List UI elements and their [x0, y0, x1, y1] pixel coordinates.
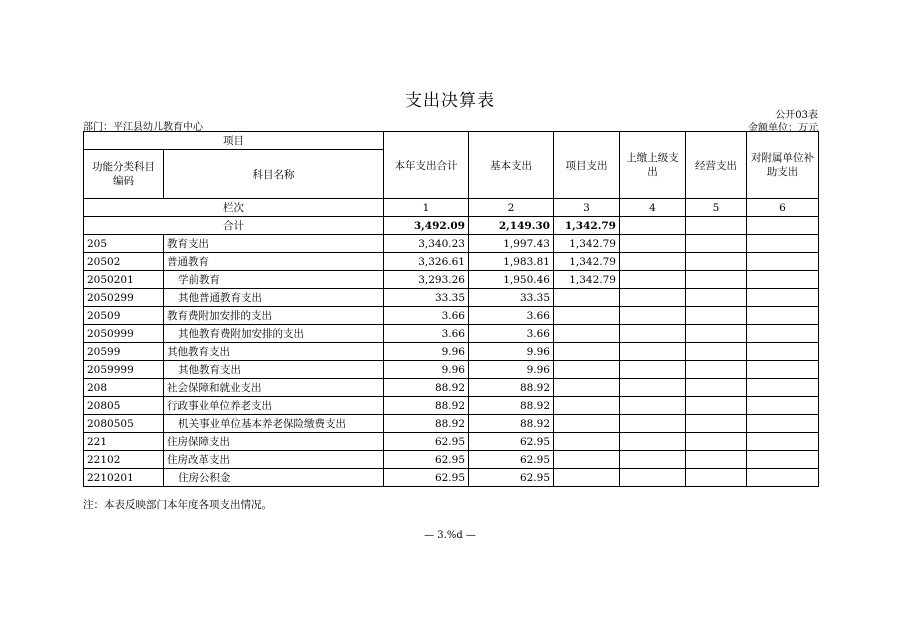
cell-code: 2059999 — [84, 361, 164, 379]
form-number: 公开03表 — [775, 110, 818, 121]
table-row — [84, 307, 819, 325]
cell-upper — [620, 307, 686, 325]
cell-subsidy — [747, 379, 819, 397]
cell-business — [686, 415, 747, 433]
column-number: 1 — [384, 199, 469, 217]
cell-project — [554, 469, 620, 487]
cell-subsidy — [747, 433, 819, 451]
cell-code: 2050201 — [84, 271, 164, 289]
header-total: 本年支出合计 — [384, 132, 469, 199]
cell-business — [686, 235, 747, 253]
header-name: 科目名称 — [164, 150, 384, 199]
cell-subsidy — [747, 253, 819, 271]
page-marker: — 3.%d — — [424, 530, 476, 541]
cell-subsidy — [747, 235, 819, 253]
cell-upper — [620, 469, 686, 487]
cell-name: 教育支出 — [164, 235, 384, 253]
header-business: 经营支出 — [686, 132, 747, 199]
cell-total: 3,293.26 — [384, 271, 469, 289]
cell-subsidy — [747, 397, 819, 415]
total-label: 合计 — [84, 217, 384, 235]
cell-total: 9.96 — [384, 343, 469, 361]
cell-project — [554, 433, 620, 451]
cell-total: 88.92 — [384, 379, 469, 397]
total-subsidy — [747, 217, 819, 235]
cell-code: 2050299 — [84, 289, 164, 307]
cell-business — [686, 271, 747, 289]
cell-code: 20599 — [84, 343, 164, 361]
cell-code: 2050999 — [84, 325, 164, 343]
cell-basic: 88.92 — [469, 415, 554, 433]
cell-subsidy — [747, 271, 819, 289]
cell-project: 1,342.79 — [554, 253, 620, 271]
cell-name: 普通教育 — [164, 253, 384, 271]
table-row — [84, 415, 819, 433]
cell-upper — [620, 235, 686, 253]
cell-total: 88.92 — [384, 397, 469, 415]
cell-subsidy — [747, 343, 819, 361]
cell-code: 221 — [84, 433, 164, 451]
cell-upper — [620, 415, 686, 433]
cell-total: 3,326.61 — [384, 253, 469, 271]
cell-business — [686, 433, 747, 451]
table-row — [84, 271, 819, 289]
cell-name: 住房改革支出 — [164, 451, 384, 469]
cell-total: 62.95 — [384, 451, 469, 469]
cell-business — [686, 253, 747, 271]
cell-subsidy — [747, 307, 819, 325]
header-upper: 上缴上级支出 — [620, 132, 686, 199]
cell-name: 其他普通教育支出 — [164, 289, 384, 307]
amount-unit-label: 金额单位：万元 — [748, 123, 818, 134]
cell-subsidy — [747, 451, 819, 469]
column-number: 3 — [554, 199, 620, 217]
total-basic: 2,149.30 — [469, 217, 554, 235]
cell-basic: 9.96 — [469, 343, 554, 361]
cell-basic: 3.66 — [469, 325, 554, 343]
cell-project — [554, 451, 620, 469]
cell-business — [686, 343, 747, 361]
cell-basic: 1,997.43 — [469, 235, 554, 253]
cell-basic: 62.95 — [469, 433, 554, 451]
cell-business — [686, 361, 747, 379]
cell-name: 住房公积金 — [164, 469, 384, 487]
header-subsidy: 对附属单位补助支出 — [747, 132, 819, 199]
cell-business — [686, 325, 747, 343]
cell-total: 62.95 — [384, 469, 469, 487]
cell-total: 33.35 — [384, 289, 469, 307]
cell-business — [686, 379, 747, 397]
cell-code: 2080505 — [84, 415, 164, 433]
table-row — [84, 289, 819, 307]
cell-project: 1,342.79 — [554, 235, 620, 253]
cell-name: 其他教育费附加安排的支出 — [164, 325, 384, 343]
cell-business — [686, 289, 747, 307]
header-basic: 基本支出 — [469, 132, 554, 199]
table-row — [84, 325, 819, 343]
table-row — [84, 235, 819, 253]
cell-name: 学前教育 — [164, 271, 384, 289]
cell-code: 2210201 — [84, 469, 164, 487]
header-item-group: 项目 — [84, 132, 384, 150]
cell-upper — [620, 451, 686, 469]
column-number: 6 — [747, 199, 819, 217]
cell-basic: 9.96 — [469, 361, 554, 379]
cell-project — [554, 289, 620, 307]
column-number-label: 栏次 — [84, 199, 384, 217]
total-sum: 3,492.09 — [384, 217, 469, 235]
cell-project — [554, 307, 620, 325]
cell-subsidy — [747, 289, 819, 307]
cell-upper — [620, 253, 686, 271]
cell-basic: 33.35 — [469, 289, 554, 307]
cell-code: 20502 — [84, 253, 164, 271]
table-row — [84, 469, 819, 487]
cell-name: 教育费附加安排的支出 — [164, 307, 384, 325]
cell-total: 9.96 — [384, 361, 469, 379]
cell-total: 62.95 — [384, 433, 469, 451]
cell-name: 其他教育支出 — [164, 343, 384, 361]
cell-business — [686, 451, 747, 469]
column-number: 5 — [686, 199, 747, 217]
column-number: 4 — [620, 199, 686, 217]
cell-total: 88.92 — [384, 415, 469, 433]
cell-upper — [620, 433, 686, 451]
cell-total: 3.66 — [384, 307, 469, 325]
cell-basic: 88.92 — [469, 397, 554, 415]
cell-subsidy — [747, 325, 819, 343]
table-row — [84, 361, 819, 379]
total-row — [84, 217, 819, 235]
cell-code: 20805 — [84, 397, 164, 415]
table-row — [84, 343, 819, 361]
cell-upper — [620, 271, 686, 289]
cell-code: 208 — [84, 379, 164, 397]
table-note: 注：本表反映部门本年度各项支出情况。 — [83, 499, 272, 511]
cell-business — [686, 307, 747, 325]
cell-name: 住房保障支出 — [164, 433, 384, 451]
table-row — [84, 397, 819, 415]
cell-total: 3,340.23 — [384, 235, 469, 253]
total-upper — [620, 217, 686, 235]
cell-code: 205 — [84, 235, 164, 253]
cell-basic: 62.95 — [469, 469, 554, 487]
cell-subsidy — [747, 415, 819, 433]
column-number: 2 — [469, 199, 554, 217]
department-label: 部门：平江县幼儿教育中心 — [83, 122, 203, 133]
cell-basic: 88.92 — [469, 379, 554, 397]
cell-upper — [620, 379, 686, 397]
cell-basic: 1,983.81 — [469, 253, 554, 271]
page-title: 支出决算表 — [405, 91, 495, 111]
cell-project — [554, 343, 620, 361]
cell-project — [554, 397, 620, 415]
cell-total: 3.66 — [384, 325, 469, 343]
cell-code: 22102 — [84, 451, 164, 469]
cell-name: 机关事业单位基本养老保险缴费支出 — [164, 415, 384, 433]
cell-basic: 1,950.46 — [469, 271, 554, 289]
expenditure-table — [83, 131, 819, 487]
header-code: 功能分类科目编码 — [84, 150, 164, 199]
cell-project — [554, 325, 620, 343]
cell-basic: 3.66 — [469, 307, 554, 325]
cell-name: 其他教育支出 — [164, 361, 384, 379]
cell-subsidy — [747, 361, 819, 379]
cell-project — [554, 379, 620, 397]
header-project: 项目支出 — [554, 132, 620, 199]
total-project: 1,342.79 — [554, 217, 620, 235]
cell-upper — [620, 289, 686, 307]
cell-name: 行政事业单位养老支出 — [164, 397, 384, 415]
cell-project — [554, 415, 620, 433]
cell-name: 社会保障和就业支出 — [164, 379, 384, 397]
cell-business — [686, 469, 747, 487]
cell-upper — [620, 343, 686, 361]
column-number-row — [84, 199, 819, 217]
table-row — [84, 451, 819, 469]
cell-upper — [620, 397, 686, 415]
cell-upper — [620, 325, 686, 343]
cell-upper — [620, 361, 686, 379]
table-row — [84, 433, 819, 451]
header-row-group — [84, 132, 819, 150]
cell-project — [554, 361, 620, 379]
cell-subsidy — [747, 469, 819, 487]
cell-project: 1,342.79 — [554, 271, 620, 289]
cell-basic: 62.95 — [469, 451, 554, 469]
cell-business — [686, 397, 747, 415]
table-row — [84, 379, 819, 397]
table-row — [84, 253, 819, 271]
total-business — [686, 217, 747, 235]
cell-code: 20509 — [84, 307, 164, 325]
